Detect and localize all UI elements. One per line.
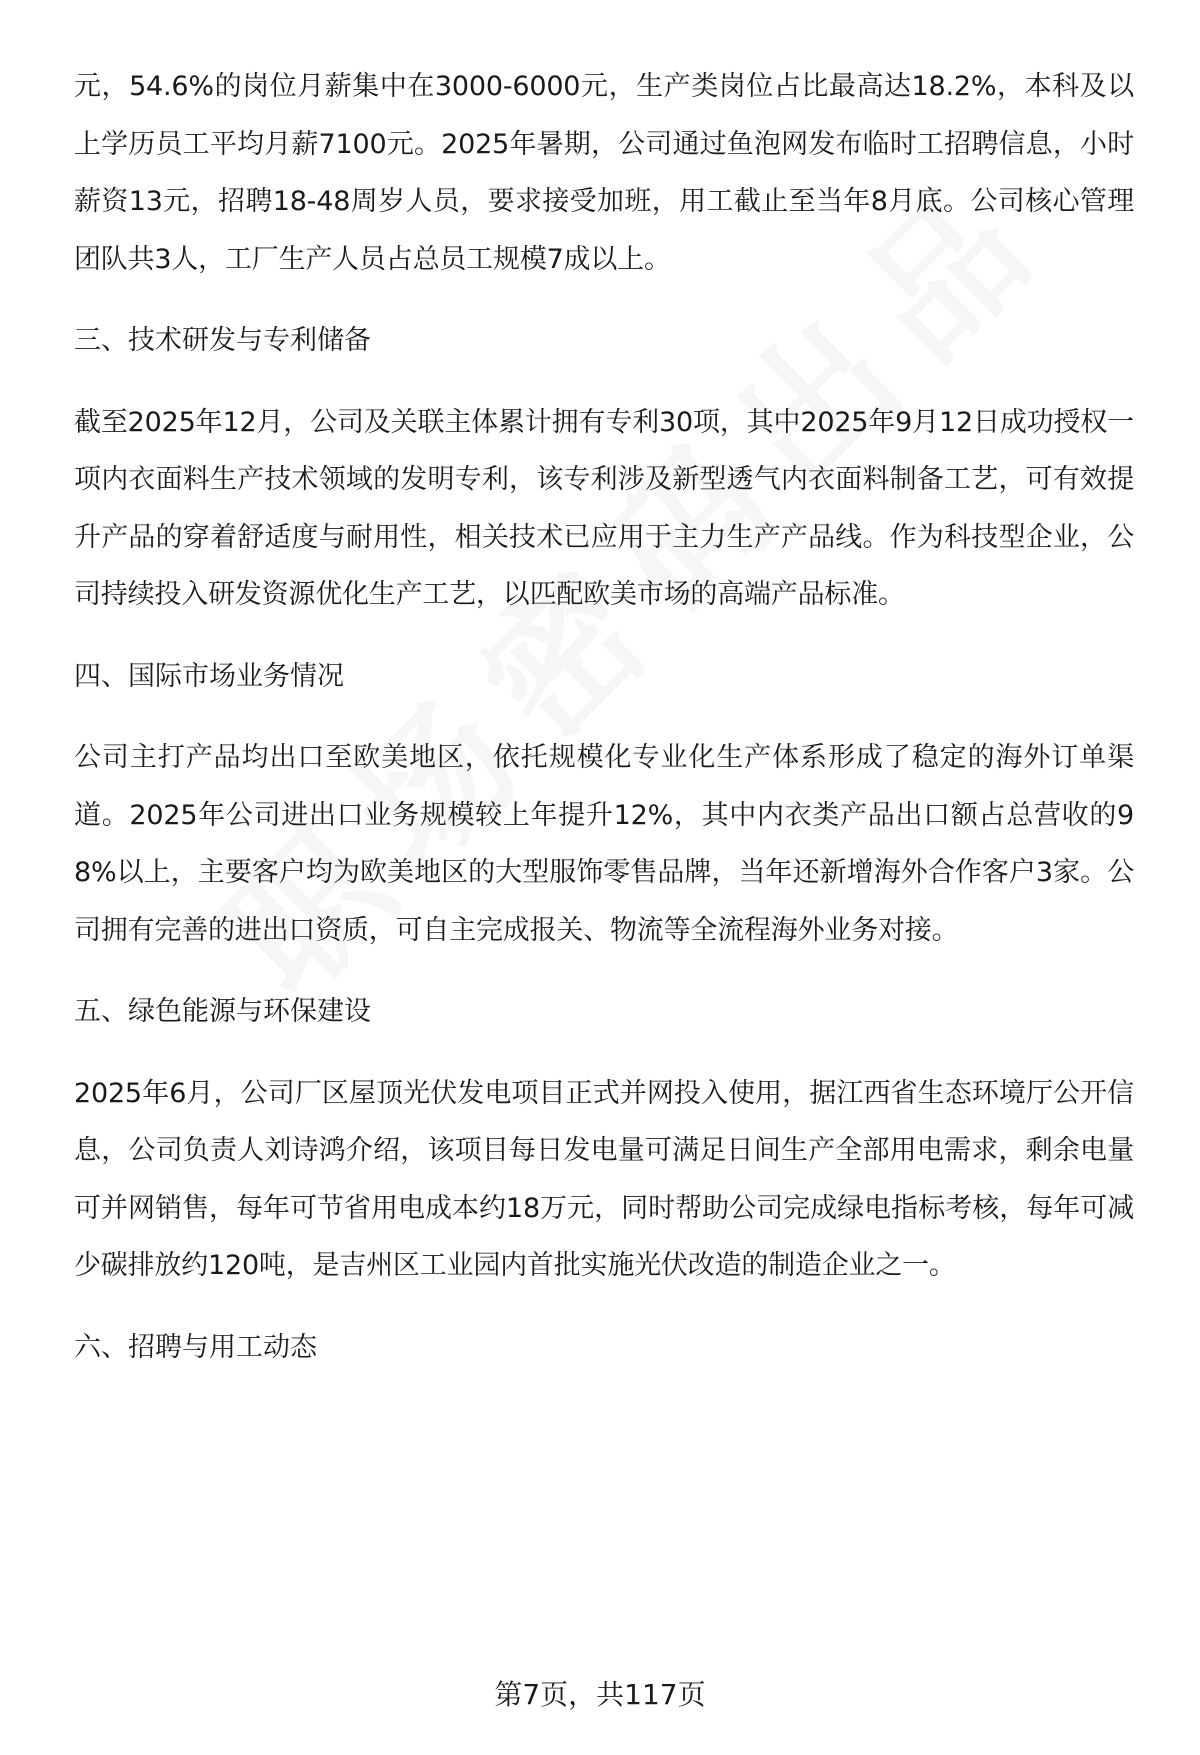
- intro-paragraph: 元，54.6%的岗位月薪集中在3000-6000元，生产类岗位占比最高达18.2%，本科及以上学历员工平均月薪7100元。2025年暑期，公司通过鱼泡网发布临时工招聘信息，小时薪资13元，招聘18-48周岁人员，要求接受加班，用工截止至当年8月底。公司核心管理团队共3人，工厂生产人员占总员工规模7成以上。: [74, 71, 1134, 275]
- document-body: [74, 58, 1134, 1400]
- section4-heading: 四、国际市场业务情况: [74, 660, 344, 692]
- section6-heading: 六、招聘与用工动态: [74, 1331, 317, 1363]
- section5-heading: 五、绿色能源与环保建设: [74, 996, 371, 1027]
- section5-paragraph: 2025年6月，公司厂区屋顶光伏发电项目正式并网投入使用，据江西省生态环境厅公开信息，公司负责人刘诗鸿介绍，该项目每日发电量可满足日间生产全部用电需求，剩余电量可并网销售，每年可节省用电成本约18万元，同时帮助公司完成绿电指标考核，每年可减少碳排放约120吨，是吉州区工业园内首批实施光伏改造的制造企业之一。: [74, 1077, 1134, 1281]
- section4-paragraph: 公司主打产品均出口至欧美地区，依托规模化专业化生产体系形成了稳定的海外订单渠道。2025年公司进出口业务规模较上年提升12%，其中内衣类产品出口额占总营收的98%以上，主要客户均为欧美地区的大型服饰零售品牌，当年还新增海外合作客户3家。公司拥有完善的进出口资质，可自主完成报关、物流等全流程海外业务对接。: [74, 742, 1134, 946]
- page-number-footer: 第7页，共117页: [494, 1678, 706, 1711]
- section3-heading: 三、技术研发与专利储备: [74, 325, 371, 356]
- section3-paragraph: 截至2025年12月，公司及关联主体累计拥有专利30项，其中2025年9月12日成功授权一项内衣面料生产技术领域的发明专利，该专利涉及新型透气内衣面料制备工艺，可有效提升产品的穿着舒适度与耐用性，相关技术已应用于主力生产产品线。作为科技型企业，公司持续投入研发资源优化生产工艺，以匹配欧美市场的高端产品标准。: [74, 406, 1134, 610]
